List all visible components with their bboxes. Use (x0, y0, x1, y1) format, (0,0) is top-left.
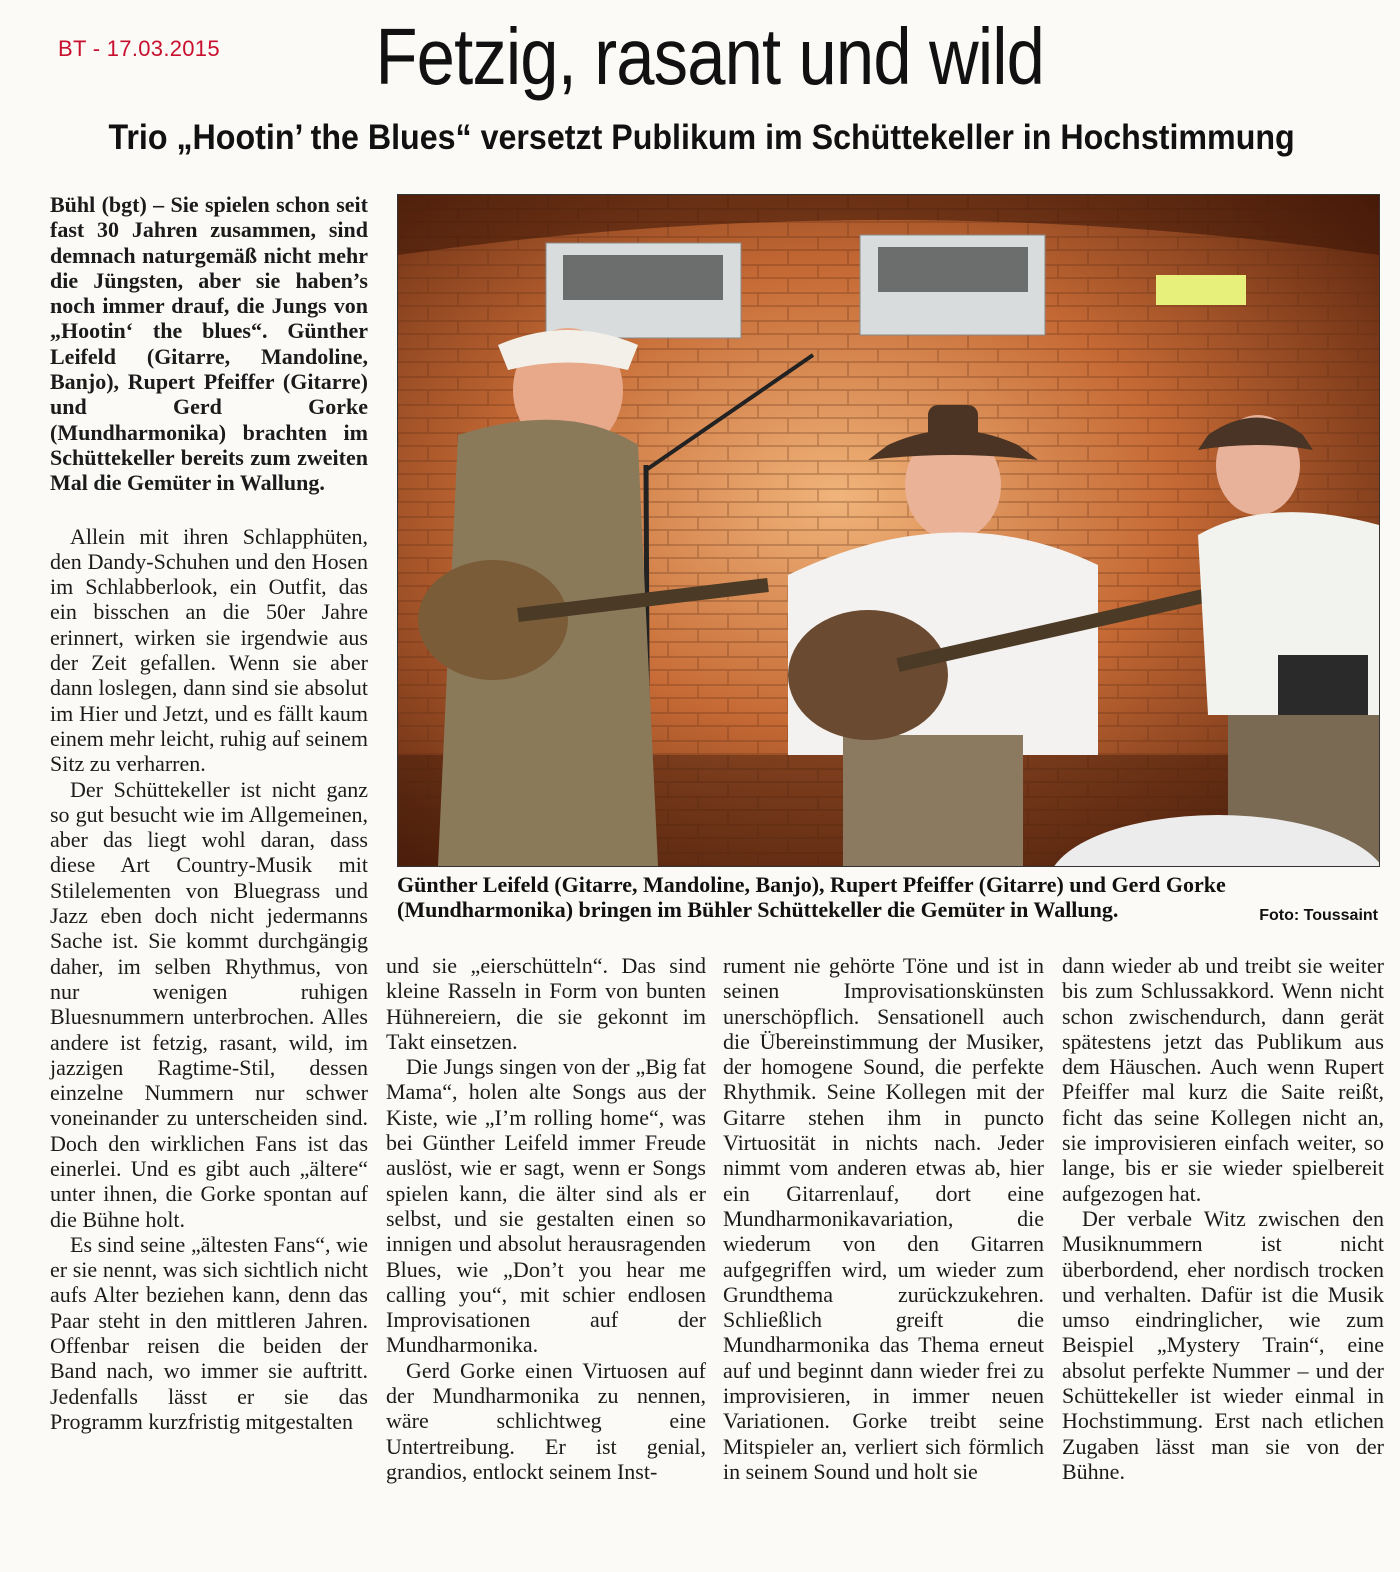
article-column-1 (50, 192, 368, 1434)
body-paragraph: Es sind seine „ältesten Fans“, wie er sie nennt, was sich sichtlich nicht aufs Alter beziehen kann, denn das Paar steht in den mittleren Jahren. Offenbar reisen die beiden der Band nach, wo immer sie auftritt. Jedenfalls lässt er sie das Programm kurzfristig mitgestalten (50, 1231, 368, 1434)
body-paragraph: Gerd Gorke einen Virtuosen auf der Mundharmonika zu nennen, wäre schlichtweg eine Untertreibung. Er ist genial, grandios, entlockt seinem Inst- (386, 1357, 706, 1484)
photo-credit: Foto: Toussaint (1259, 907, 1378, 924)
body-paragraph: Der Schüttekeller ist nicht ganz so gut besucht wie im Allgemeinen, aber das liegt wohl daran, dass diese Art Country-Musik mit Stilelementen von Bluegrass und Jazz eben doch nicht jedermanns Sache ist. Sie kommt durchgängig daher, im selben Rhythmus, von nur wenigen ruhigen Bluesnummern unterbrochen. Alles andere ist fetzig, rasant, wild, im jazzigen Ragtime-Stil, dessen einzelne Nummern nur schwer voneinander zu unterscheiden sind. Doch den wirklichen Fans ist das einerlei. Und es gibt auch „ältere“ unter ihnen, die Gorke spontan auf die Bühne holt. (50, 776, 368, 1232)
lead-paragraph: Bühl (bgt) – Sie spielen schon seit fast 30 Jahren zusammen, sind demnach naturgemäß nicht mehr die Jüngsten, aber sie haben’s noch immer drauf, die Jungs von „Hootin‘ the blues“. Günther Leifeld (Gitarre, Mandoline, Banjo), Rupert Pfeiffer (Gitarre) und Gerd Gorke (Mundharmonika) brachten im Schüttekeller bereits zum zweiten Mal die Gemüter in Wallung. (50, 192, 368, 496)
source-date-tag: BT - 17.03.2015 (58, 36, 220, 61)
article-column-3 (723, 953, 1044, 1484)
concert-photo (397, 194, 1380, 867)
band-on-stage-illustration (398, 195, 1379, 866)
photo-caption (397, 872, 1378, 928)
body-paragraph: und sie „eierschütteln“. Das sind kleine Rasseln in Form von bunten Hühnereiern, die sie gekonnt im Takt einsetzen. (386, 953, 706, 1054)
subheadline: Trio „Hootin’ the Blues“ versetzt Publikum im Schüttekeller in Hochstimmung (108, 118, 1295, 157)
body-paragraph: Der verbale Witz zwischen den Musiknummern ist nicht überbordend, eher nordisch trocken und verhalten. Dafür ist die Musik umso eindringlicher, wie zum Beispiel „Mystery Train“, eine absolut perfekte Nummer – und der Schüttekeller ist wieder einmal in Hochstimmung. Erst nach etlichen Zugaben lässt man sie von der Bühne. (1062, 1205, 1384, 1484)
body-paragraph: Allein mit ihren Schlapphüten, den Dandy-Schuhen und den Hosen im Schlabberlook, ein Outfit, das ein bisschen an die 50er Jahre erinnert, wirken sie irgendwie aus der Zeit gefallen. Wenn sie aber dann loslegen, dann sind sie absolut im Hier und Jetzt, und es fällt kaum einem mehr leicht, ruhig auf seinem Sitz zu verharren. (50, 523, 368, 777)
article-column-4 (1062, 953, 1384, 1484)
caption-text: Günther Leifeld (Gitarre, Mandoline, Banjo), Rupert Pfeiffer (Gitarre) und Gerd Gorke (Mundharmonika) bringen im Bühler Schüttekeller die Gemüter in Wallung. (397, 872, 1226, 922)
body-paragraph: dann wieder ab und treibt sie weiter bis zum Schlussakkord. Wenn nicht schon zwischendurch, dann gerät spätestens jetzt das Publikum aus dem Häuschen. Auch wenn Rupert Pfeiffer mal kurz die Saite reißt, ficht das seine Kollegen nicht an, sie improvisieren einfach weiter, so lange, bis er sie wieder spielbereit aufgezogen hat. (1062, 953, 1384, 1206)
article-column-2 (386, 953, 706, 1484)
body-paragraph: Die Jungs singen von der „Big fat Mama“, holen alte Songs aus der Kiste, wie „I’m rolling home“, was bei Günther Leifeld immer Freude auslöst, wie er sagt, wenn er Songs spielen kann, die älter sind als er selbst, und sie gestalten einen so innigen und absolut herausragenden Blues, wie „Don’t you hear me calling you“, mit schier endlosen Improvisationen auf der Mundharmonika. (386, 1054, 706, 1358)
body-paragraph: rument nie gehörte Töne und ist in seinen Improvisationskünsten unerschöpflich. Sensationell auch die Übereinstimmung der Musiker, der homogene Sound, die perfekte Rhythmik. Seine Kollegen mit der Gitarre stehen ihm in puncto Virtuosität in nichts nach. Jeder nimmt vom anderen etwas ab, hier ein Gitarrenlauf, dort eine Mundharmonikavariation, die wiederum von den Gitarren aufgegriffen wird, um wieder zum Grundthema zurückzukehren. Schließlich greift die Mundharmonika das Thema erneut auf und beginnt dann wieder frei zu improvisieren, in immer neuen Variationen. Gorke treibt seine Mitspieler an, verliert sich förmlich in seinem Sound und holt sie (723, 953, 1044, 1484)
headline: Fetzig, rasant und wild (375, 12, 1045, 101)
